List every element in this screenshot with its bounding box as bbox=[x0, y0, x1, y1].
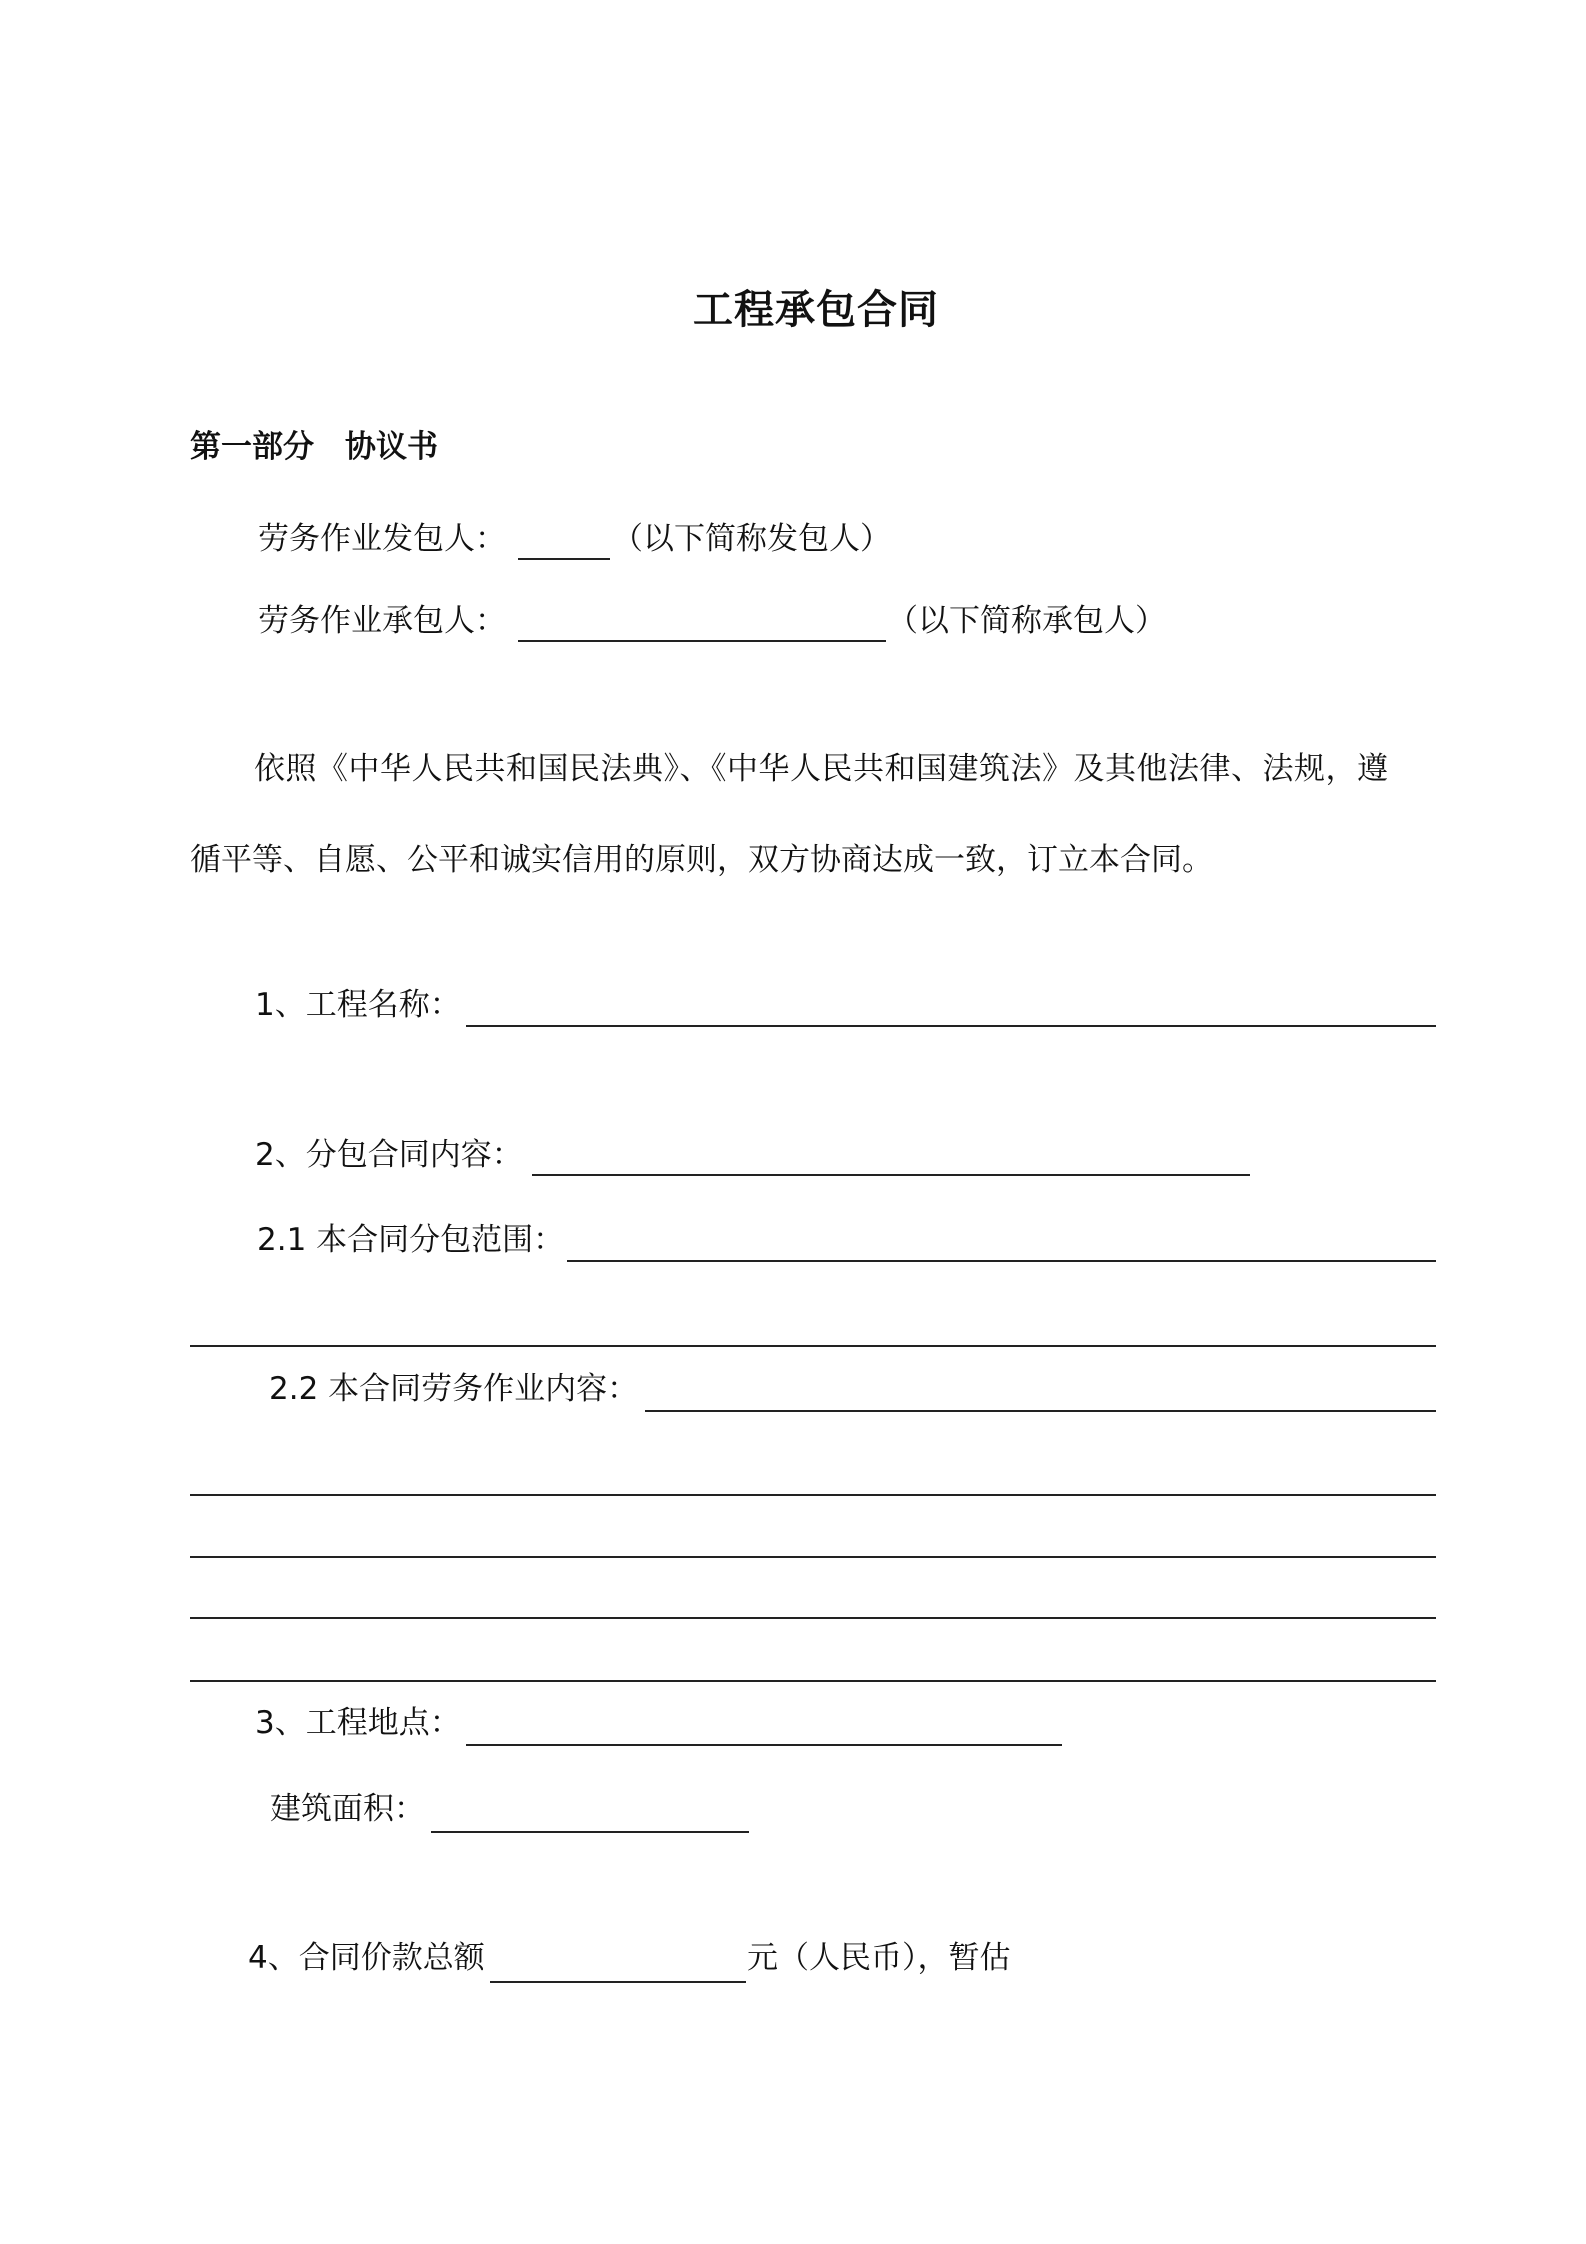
labor-content-blank-line-3[interactable] bbox=[190, 1556, 1436, 1558]
employer-label: 劳务作业发包人： bbox=[258, 521, 506, 557]
item-3-label: 3、工程地点： bbox=[255, 1705, 461, 1741]
labor-content-blank-line-2[interactable] bbox=[190, 1494, 1436, 1496]
item-2-1-label: 2.1 本合同分包范围： bbox=[257, 1222, 565, 1258]
item-4-label: 4、合同价款总额 bbox=[248, 1940, 485, 1976]
preamble-line-1: 依照《中华人民共和国民法典》、《中华人民共和国建筑法》及其他法律、法规，遵 bbox=[254, 751, 1389, 787]
project-location-blank[interactable] bbox=[466, 1744, 1062, 1746]
area-label: 建筑面积： bbox=[270, 1791, 425, 1827]
subcontract-scope-blank[interactable] bbox=[567, 1260, 1436, 1262]
part-heading: 第一部分 bbox=[190, 429, 314, 465]
subcontract-content-blank[interactable] bbox=[532, 1174, 1250, 1176]
contract-price-blank[interactable] bbox=[490, 1981, 746, 1983]
employer-blank[interactable] bbox=[518, 558, 610, 560]
item-1-label: 1、工程名称： bbox=[255, 987, 461, 1023]
item-2-label: 2、分包合同内容： bbox=[255, 1137, 523, 1173]
contractor-blank[interactable] bbox=[518, 640, 886, 642]
labor-content-blank[interactable] bbox=[645, 1410, 1436, 1412]
labor-content-blank-line-5[interactable] bbox=[190, 1680, 1436, 1682]
subcontract-scope-blank-line-2[interactable] bbox=[190, 1345, 1436, 1347]
part-subheading: 协议书 bbox=[345, 429, 438, 465]
item-4-suffix: 元（人民币），暂估 bbox=[747, 1940, 1011, 1976]
item-2-2-label: 2.2 本合同劳务作业内容： bbox=[269, 1371, 639, 1407]
contractor-label: 劳务作业承包人： bbox=[258, 603, 506, 639]
contractor-suffix: （以下简称承包人） bbox=[887, 603, 1166, 639]
building-area-blank[interactable] bbox=[431, 1831, 749, 1833]
employer-suffix: （以下简称发包人） bbox=[612, 521, 891, 557]
preamble-line-2: 循平等、自愿、公平和诚实信用的原则，双方协商达成一致，订立本合同。 bbox=[190, 842, 1213, 878]
labor-content-blank-line-4[interactable] bbox=[190, 1617, 1436, 1619]
document-title: 工程承包合同 bbox=[693, 287, 939, 333]
project-name-blank[interactable] bbox=[466, 1025, 1436, 1027]
